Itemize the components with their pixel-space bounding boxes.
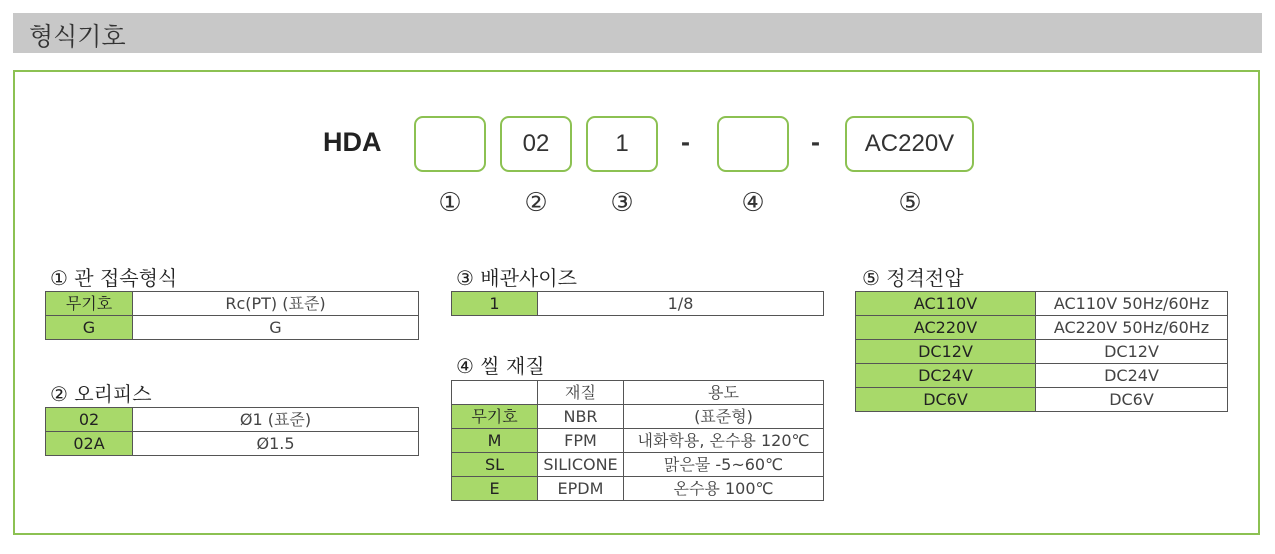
table-cell: 1/8	[538, 292, 824, 316]
table-row	[452, 429, 824, 453]
marker-4: ④	[741, 188, 765, 218]
pipe-connection-title: ① 관 접속형식	[50, 266, 178, 290]
table-row	[452, 405, 824, 429]
table-row	[452, 292, 824, 316]
table-row	[452, 477, 824, 501]
table-header-cell	[452, 381, 538, 405]
table-cell: DC6V	[1036, 388, 1228, 412]
table-cell: 02	[46, 408, 133, 432]
marker-2: ②	[524, 188, 548, 218]
code-dash-2: -	[811, 127, 820, 157]
code-box-1	[414, 116, 486, 172]
table-cell: DC24V	[1036, 364, 1228, 388]
table-cell: 온수용 100℃	[624, 477, 824, 501]
table-row	[856, 364, 1228, 388]
table-cell: FPM	[538, 429, 624, 453]
table-cell: G	[46, 316, 133, 340]
table-cell: (표준형)	[624, 405, 824, 429]
code-box-4	[717, 116, 789, 172]
table-cell: Ø1.5	[133, 432, 419, 456]
section-header-bar	[13, 13, 1262, 53]
pipe-size-title: ③ 배관사이즈	[456, 266, 577, 290]
seal-material-table	[451, 380, 824, 501]
code-box-5: AC220V	[845, 116, 974, 172]
orifice-title: ② 오리피스	[50, 382, 152, 406]
table-row	[856, 316, 1228, 340]
marker-3: ③	[610, 188, 634, 218]
table-cell: SL	[452, 453, 538, 477]
pipe-connection-table	[45, 291, 419, 340]
table-cell: Ø1 (표준)	[133, 408, 419, 432]
table-row	[46, 408, 419, 432]
table-row	[452, 453, 824, 477]
table-cell: G	[133, 316, 419, 340]
table-cell: AC110V	[856, 292, 1036, 316]
voltage-title: ⑤ 정격전압	[862, 266, 964, 290]
code-box-3: 1	[586, 116, 658, 172]
table-row	[46, 292, 419, 316]
table-cell: NBR	[538, 405, 624, 429]
table-row	[46, 316, 419, 340]
table-row	[856, 388, 1228, 412]
section-title: 형식기호	[29, 22, 126, 51]
voltage-table	[855, 291, 1228, 412]
marker-5: ⑤	[898, 188, 922, 218]
table-row	[856, 340, 1228, 364]
table-cell: DC6V	[856, 388, 1036, 412]
table-cell: AC220V 50Hz/60Hz	[1036, 316, 1228, 340]
marker-1: ①	[438, 188, 462, 218]
table-cell: SILICONE	[538, 453, 624, 477]
table-cell: DC24V	[856, 364, 1036, 388]
orifice-table	[45, 407, 419, 456]
table-cell: EPDM	[538, 477, 624, 501]
table-header-cell: 재질	[538, 381, 624, 405]
code-dash-1: -	[681, 127, 690, 157]
table-cell: DC12V	[856, 340, 1036, 364]
pipe-size-table	[451, 291, 824, 316]
table-cell: 무기호	[46, 292, 133, 316]
table-cell: E	[452, 477, 538, 501]
table-cell: AC110V 50Hz/60Hz	[1036, 292, 1228, 316]
table-cell: 1	[452, 292, 538, 316]
table-cell: M	[452, 429, 538, 453]
table-header-cell: 용도	[624, 381, 824, 405]
table-cell: AC220V	[856, 316, 1036, 340]
table-header-row	[452, 381, 824, 405]
table-row	[46, 432, 419, 456]
table-cell: 내화학용, 온수용 120℃	[624, 429, 824, 453]
table-cell: DC12V	[1036, 340, 1228, 364]
seal-material-title: ④ 씰 재질	[456, 354, 545, 378]
model-prefix: HDA	[323, 127, 382, 157]
table-cell: Rc(PT) (표준)	[133, 292, 419, 316]
code-box-2: 02	[500, 116, 572, 172]
table-cell: 맑은물 -5~60℃	[624, 453, 824, 477]
table-cell: 무기호	[452, 405, 538, 429]
table-cell: 02A	[46, 432, 133, 456]
table-row	[856, 292, 1228, 316]
